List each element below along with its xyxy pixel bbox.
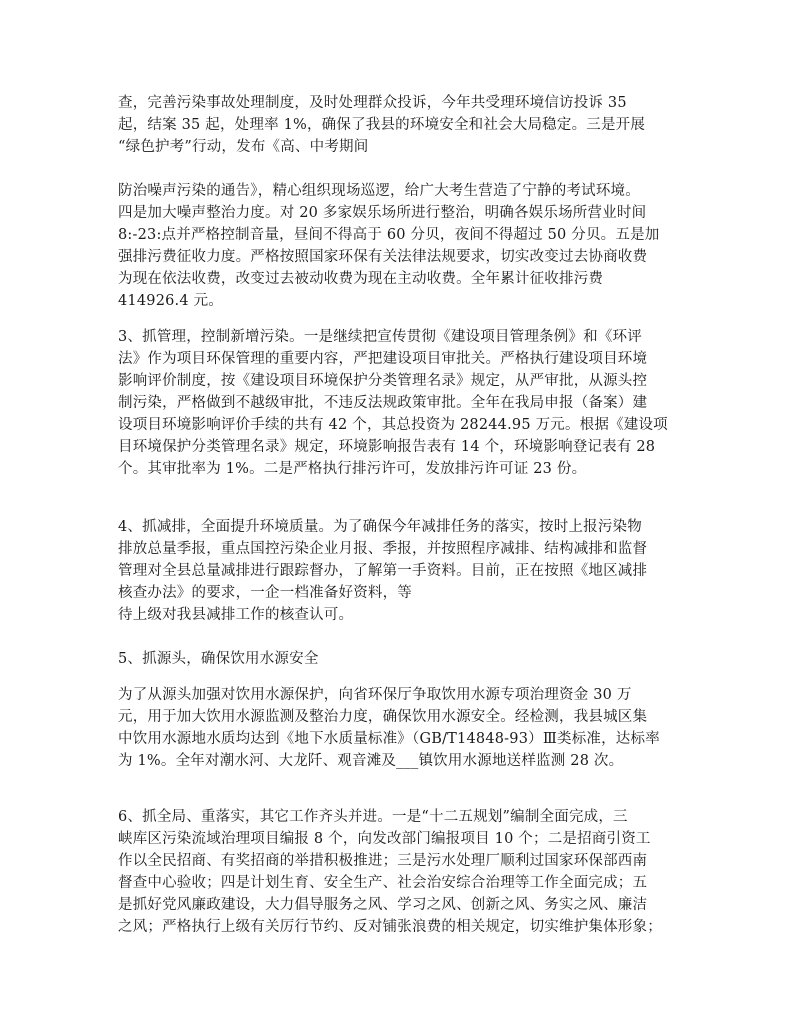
text-line: 8:-23:点并严格控制音量，昼间不得高于 60 分贝，夜间不得超过 50 分贝。五是加 xyxy=(118,227,660,243)
text-line: 管理对全县总量减排进行跟踪督办，了解第一手资料。目前，正在按照《地区减排 xyxy=(118,563,648,579)
text-line: 5、抓源头，确保饮用水源安全 xyxy=(118,651,319,667)
text-line: 起，结案 35 起，处理率 1%，确保了我县的环境安全和社会大局稳定。三是开展 xyxy=(118,117,646,133)
text-line: 核查办法》的要求，一企一档准备好资料，等 xyxy=(118,585,412,601)
text-line: 查，完善污染事故处理制度，及时处理群众投诉，今年共受理环境信访投诉 35 xyxy=(118,95,627,111)
paragraph-complaints xyxy=(118,92,688,158)
text-line: 之风；严格执行上级有关厉行节约、反对铺张浪费的相关规定，切实维护集体形象； xyxy=(118,919,662,935)
paragraph-verification xyxy=(118,604,688,626)
text-line: 作以全民招商、有奖招商的举措积极推进；三是污水处理厂顺利过国家环保部西南 xyxy=(118,853,648,869)
text-line: 目环境保护分类管理名录》规定，环境影响报告表有 14 个，环境影响登记表有 28 xyxy=(118,439,656,455)
paragraph-emission-reduction xyxy=(118,516,688,604)
text-line: 为 1%。全年对潮水河、大龙阡、观音滩及___镇饮用水源地送样监测 28 次。 xyxy=(118,753,624,769)
text-line: 4、抓减排，全面提升环境质量。为了确保今年减排任务的落实，按时上报污染物 xyxy=(118,519,642,535)
text-line: 3、抓管理，控制新增污染。一是继续把宣传贯彻《建设项目管理条例》和《环评 xyxy=(118,329,642,345)
paragraph-water-source-heading xyxy=(118,648,688,670)
text-line: 强排污费征收力度。严格按照国家环保有关法律法规要求，切实改变过去协商收费 xyxy=(118,249,648,265)
text-line: 峡库区污染流域治理项目编报 8 个，向发改部门编报项目 10 个；二是招商引资工 xyxy=(118,831,651,847)
text-line: 防治噪声污染的通告》，精心组织现场巡逻，给广大考生营造了宁静的考试环境。 xyxy=(118,183,640,199)
text-line: 法》作为项目环保管理的重要内容，严把建设项目审批关。严格执行建设项目环境 xyxy=(118,351,648,367)
text-line: 元，用于加大饮用水源监测及整治力度，确保饮用水源安全。经检测，我县城区集 xyxy=(118,709,648,725)
text-line: 设项目环境影响评价手续的共有 42 个，其总投资为 28244.95 万元。根据《建设项 xyxy=(118,417,668,433)
text-line: 四是加大噪声整治力度。对 20 多家娱乐场所进行整治，明确各娱乐场所营业时间 xyxy=(118,205,647,221)
text-line: 督查中心验收；四是计划生育、安全生产、社会治安综合治理等工作全面完成；五 xyxy=(118,875,648,891)
text-line: 待上级对我县减排工作的核查认可。 xyxy=(118,607,354,623)
paragraph-water-source xyxy=(118,684,688,772)
text-line: 中饮用水源地水质均达到《地下水质量标准》（GB/T14848-93）Ⅲ类标准，达标率 xyxy=(118,731,660,747)
text-line: 为了从源头加强对饮用水源保护，向省环保厅争取饮用水源专项治理资金 30 万 xyxy=(118,687,632,703)
paragraph-overall-work xyxy=(118,806,688,938)
text-line: 个。其审批率为 1%。二是严格执行排污许可，发放排污许可证 23 份。 xyxy=(118,461,587,477)
text-line: “绿色护考”行动，发布《高、中考期间 xyxy=(118,139,369,155)
text-line: 是抓好党风廉政建设，大力倡导服务之风、学习之风、创新之风、务实之风、廉洁 xyxy=(118,897,648,913)
paragraph-management xyxy=(118,326,688,480)
text-line: 414926.4 元。 xyxy=(118,293,223,309)
text-line: 制污染，严格做到不越级审批，不违反法规政策审批。全年在我局申报（备案）建 xyxy=(118,395,648,411)
text-line: 影响评价制度，按《建设项目环境保护分类管理名录》规定，从严审批，从源头控 xyxy=(118,373,648,389)
text-line: 排放总量季报，重点国控污染企业月报、季报，并按照程序减排、结构减排和监督 xyxy=(118,541,648,557)
paragraph-noise-control xyxy=(118,180,688,312)
text-line: 为现在依法收费，改变过去被动收费为现在主动收费。全年累计征收排污费 xyxy=(118,271,604,287)
text-line: 6、抓全局、重落实，其它工作齐头并进。一是“十二五规划”编制全面完成，三 xyxy=(118,809,628,825)
